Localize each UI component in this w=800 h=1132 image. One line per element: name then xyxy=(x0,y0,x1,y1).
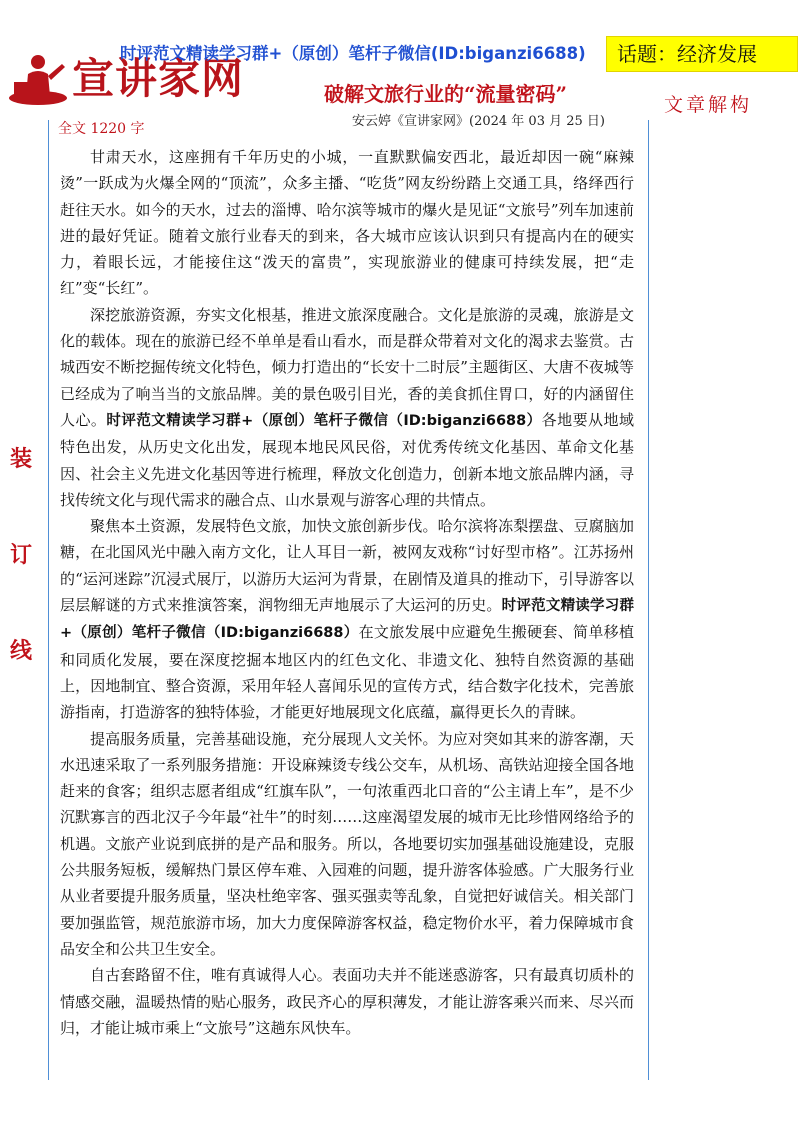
word-count: 全文 1220 字 xyxy=(58,121,145,137)
paragraph-text: 自古套路留不住，唯有真诚得人心。表面功夫并不能迷惑游客，只有最真切质朴的情感交融，温暖热情的贴心服务，政民齐心的厚积薄发，才能让游客乘兴而来、尽兴而归，才能让城市乘上“文旅号”这趟东风快车。 xyxy=(60,966,634,1037)
analysis-column-label: 文章解构 xyxy=(664,94,753,116)
topic-badge: 话题：经济发展 xyxy=(606,36,798,72)
paragraph xyxy=(60,302,634,513)
paragraph-text: 深挖旅游资源，夯实文化根基，推进文旅深度融合。文化是旅游的灵魂，旅游是文化的载体。现在的旅游已经不单单是看山看水，而是群众带着对文化的渴求去鉴赏。古城西安不断挖掘传统文化特色，倾力打造出的“长安十二时辰”主题街区、大唐不夜城等已经成为了响当当的文旅品牌。美的景色吸引目光，香的美食抓住胃口，好的内涵留住人心。 xyxy=(60,305,634,429)
paragraph-text: 提高服务质量，完善基础设施，充分展现人文关怀。为应对突如其来的游客潮，天水迅速采取了一系列服务措施：开设麻辣烫专线公交车，从机场、高铁站迎接全国各地赶来的食客；组织志愿者组成“红旗车队”，一句浓重西北口音的“公主请上车”，是不少沉默寡言的西北汉子今年最“社牛”的时刻……这座渴望发展的城市无比珍惜网络给予的机遇。文旅产业说到底拼的是产品和服务。所以，各地要切实加强基础设施建设，克服公共服务短板，缓解热门景区停车难、入园难的问题，提升游客体验感。广大服务行业从业者要提升服务质量，坚决杜绝宰客、强买强卖等乱象，自觉把好诚信关。相关部门要加强监管，规范旅游市场，加大力度保障游客权益，稳定物价水平，着力保障城市食品安全和公共卫生安全。 xyxy=(60,729,634,958)
analysis-column-line xyxy=(648,120,649,1080)
article-title: 破解文旅行业的“流量密码” xyxy=(324,82,568,106)
logo-text: 宣讲家网 xyxy=(72,54,245,103)
paragraph xyxy=(60,726,634,963)
header-promo-line: 时评范文精读学习群+（原创）笔杆子微信(ID:biganzi6688) xyxy=(120,44,586,63)
binding-mark-zhuang: 装 xyxy=(9,446,32,472)
binding-mark-ding: 订 xyxy=(9,542,32,568)
paragraph xyxy=(60,513,634,725)
promo-insert: 时评范文精读学习群+（原创）笔杆子微信（ID:biganzi6688） xyxy=(106,412,542,429)
binding-margin-line xyxy=(48,120,49,1080)
article-byline: 安云婷《宣讲家网》(2024 年 03 月 25 日) xyxy=(352,114,605,129)
promo-insert: 时评范文精读学习群+（原创）笔杆子微信（ID:biganzi6688） xyxy=(60,598,634,642)
speaker-figure-icon xyxy=(8,52,70,106)
paragraph-text: 各地要从地域特色出发，从历史文化出发，展现本地民风民俗，对优秀传统文化基因、革命文化基因、社会主义先进文化基因等进行梳理，释放文化创造力，创新本地文旅品牌内涵，寻找传统文化与现代需求的融合点、山水景观与游客心理的共情点。 xyxy=(60,410,634,509)
paragraph-text: 甘肃天水，这座拥有千年历史的小城，一直默默偏安西北，最近却因一碗“麻辣烫”一跃成为火爆全网的“顶流”，众多主播、“吃货”网友纷纷踏上交通工具，络绎西行赶往天水。如今的天水，过去的淄博、哈尔滨等城市的爆火是见证“文旅号”列车加速前进的最好凭证。随着文旅行业春天的到来，各大城市应该认识到只有提高内在的硬实力，着眼长远，才能接住这“泼天的富贵”，实现旅游业的健康可持续发展，把“走红”变“长红”。 xyxy=(60,148,634,298)
paragraph-text: 在文旅发展中应避免生搬硬套、简单移植和同质化发展，要在深度挖掘本地区内的红色文化、非遗文化、独特自然资源的基础上，因地制宜、整合资源，采用年轻人喜闻乐见的宣传方式，结合数字化技术，完善旅游指南，打造游客的独特体验，才能更好地展现文化底蕴，赢得更长久的青睐。 xyxy=(60,623,634,722)
paragraph xyxy=(60,144,634,302)
paragraph-text: 聚焦本土资源，发展特色文旅，加快文旅创新步伐。哈尔滨将冻梨摆盘、豆腐脑加糖，在北国风光中融入南方文化，让人耳目一新，被网友戏称“讨好型市格”。江苏扬州的“运河迷踪”沉浸式展厅，以游历大运河为背景，在剧情及道具的推动下，引导游客以层层解谜的方式来推演答案，润物细无声地展示了大运河的历史。 xyxy=(60,517,634,615)
binding-mark-xian: 线 xyxy=(9,638,32,664)
paragraph xyxy=(60,962,634,1041)
article-body xyxy=(60,144,634,1041)
